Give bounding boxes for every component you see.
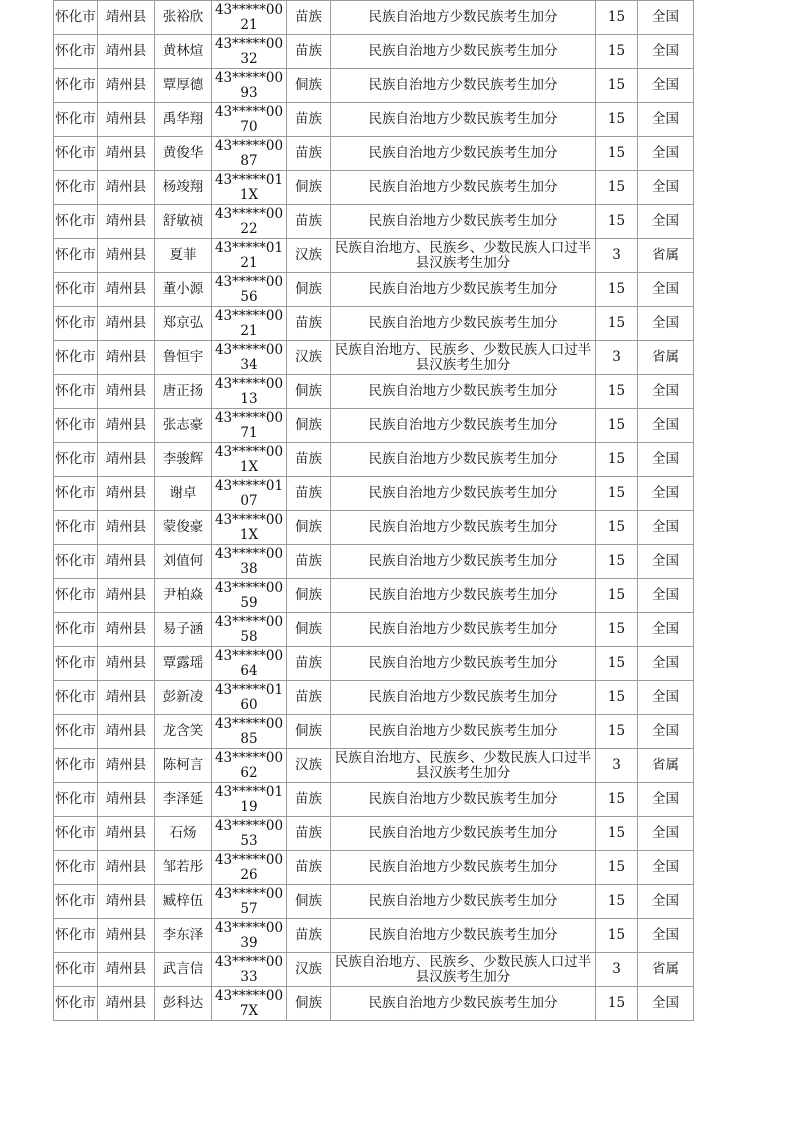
bonus-points-cell: 15 (596, 817, 638, 851)
id-number-cell: 43*****001X (212, 443, 287, 477)
scope-cell: 全国 (638, 273, 694, 307)
county-cell: 靖州县 (98, 409, 155, 443)
city-cell: 怀化市 (54, 749, 98, 783)
scope-cell: 全国 (638, 511, 694, 545)
id-number-cell: 43*****0021 (212, 1, 287, 35)
ethnicity-cell: 苗族 (287, 817, 331, 851)
name-cell: 易子涵 (155, 613, 212, 647)
table-row (54, 341, 694, 375)
bonus-points-cell: 15 (596, 715, 638, 749)
bonus-points-cell: 15 (596, 919, 638, 953)
bonus-reason-cell: 民族自治地方少数民族考生加分 (331, 273, 596, 307)
name-cell: 刘值何 (155, 545, 212, 579)
bonus-reason-cell: 民族自治地方少数民族考生加分 (331, 681, 596, 715)
ethnicity-cell: 侗族 (287, 409, 331, 443)
name-cell: 舒敏祯 (155, 205, 212, 239)
scope-cell: 省属 (638, 953, 694, 987)
name-cell: 覃露瑶 (155, 647, 212, 681)
ethnicity-cell: 汉族 (287, 953, 331, 987)
city-cell: 怀化市 (54, 987, 98, 1021)
table-row (54, 715, 694, 749)
bonus-reason-cell: 民族自治地方少数民族考生加分 (331, 545, 596, 579)
bonus-points-cell: 15 (596, 205, 638, 239)
table-row (54, 987, 694, 1021)
city-cell: 怀化市 (54, 443, 98, 477)
id-number-cell: 43*****0119 (212, 783, 287, 817)
bonus-reason-cell: 民族自治地方少数民族考生加分 (331, 851, 596, 885)
name-cell: 李骏辉 (155, 443, 212, 477)
bonus-points-table (53, 0, 694, 1021)
bonus-reason-cell: 民族自治地方、民族乡、少数民族人口过半县汉族考生加分 (331, 239, 596, 273)
county-cell: 靖州县 (98, 137, 155, 171)
county-cell: 靖州县 (98, 511, 155, 545)
ethnicity-cell: 苗族 (287, 681, 331, 715)
scope-cell: 全国 (638, 171, 694, 205)
table-row (54, 443, 694, 477)
name-cell: 李泽延 (155, 783, 212, 817)
ethnicity-cell: 苗族 (287, 647, 331, 681)
ethnicity-cell: 侗族 (287, 579, 331, 613)
scope-cell: 全国 (638, 477, 694, 511)
scope-cell: 全国 (638, 783, 694, 817)
county-cell: 靖州县 (98, 341, 155, 375)
bonus-reason-cell: 民族自治地方少数民族考生加分 (331, 1, 596, 35)
id-number-cell: 43*****0058 (212, 613, 287, 647)
bonus-points-cell: 15 (596, 851, 638, 885)
city-cell: 怀化市 (54, 307, 98, 341)
table-row (54, 817, 694, 851)
city-cell: 怀化市 (54, 171, 98, 205)
bonus-reason-cell: 民族自治地方少数民族考生加分 (331, 103, 596, 137)
bonus-reason-cell: 民族自治地方少数民族考生加分 (331, 35, 596, 69)
table-row (54, 919, 694, 953)
county-cell: 靖州县 (98, 239, 155, 273)
id-number-cell: 43*****0033 (212, 953, 287, 987)
bonus-points-cell: 15 (596, 409, 638, 443)
county-cell: 靖州县 (98, 919, 155, 953)
county-cell: 靖州县 (98, 205, 155, 239)
scope-cell: 全国 (638, 647, 694, 681)
city-cell: 怀化市 (54, 579, 98, 613)
county-cell: 靖州县 (98, 273, 155, 307)
id-number-cell: 43*****001X (212, 511, 287, 545)
ethnicity-cell: 苗族 (287, 851, 331, 885)
city-cell: 怀化市 (54, 341, 98, 375)
bonus-reason-cell: 民族自治地方少数民族考生加分 (331, 69, 596, 103)
name-cell: 董小源 (155, 273, 212, 307)
bonus-reason-cell: 民族自治地方少数民族考生加分 (331, 307, 596, 341)
bonus-reason-cell: 民族自治地方少数民族考生加分 (331, 715, 596, 749)
bonus-points-cell: 15 (596, 783, 638, 817)
county-cell: 靖州县 (98, 375, 155, 409)
id-number-cell: 43*****0085 (212, 715, 287, 749)
ethnicity-cell: 侗族 (287, 987, 331, 1021)
bonus-points-cell: 15 (596, 443, 638, 477)
table-row (54, 783, 694, 817)
id-number-cell: 43*****0059 (212, 579, 287, 613)
name-cell: 彭科达 (155, 987, 212, 1021)
city-cell: 怀化市 (54, 35, 98, 69)
bonus-points-cell: 15 (596, 375, 638, 409)
id-number-cell: 43*****0087 (212, 137, 287, 171)
ethnicity-cell: 苗族 (287, 477, 331, 511)
name-cell: 石炀 (155, 817, 212, 851)
scope-cell: 全国 (638, 851, 694, 885)
ethnicity-cell: 苗族 (287, 103, 331, 137)
bonus-points-cell: 15 (596, 35, 638, 69)
id-number-cell: 43*****0070 (212, 103, 287, 137)
name-cell: 覃厚德 (155, 69, 212, 103)
bonus-points-cell: 15 (596, 885, 638, 919)
scope-cell: 省属 (638, 749, 694, 783)
ethnicity-cell: 汉族 (287, 239, 331, 273)
bonus-points-cell: 15 (596, 647, 638, 681)
city-cell: 怀化市 (54, 817, 98, 851)
name-cell: 张裕欣 (155, 1, 212, 35)
city-cell: 怀化市 (54, 239, 98, 273)
id-number-cell: 43*****0057 (212, 885, 287, 919)
id-number-cell: 43*****0121 (212, 239, 287, 273)
name-cell: 杨竣翔 (155, 171, 212, 205)
county-cell: 靖州县 (98, 953, 155, 987)
table-row (54, 1, 694, 35)
name-cell: 禹华翔 (155, 103, 212, 137)
scope-cell: 全国 (638, 987, 694, 1021)
city-cell: 怀化市 (54, 1, 98, 35)
table-row (54, 613, 694, 647)
name-cell: 张志豪 (155, 409, 212, 443)
scope-cell: 全国 (638, 409, 694, 443)
ethnicity-cell: 苗族 (287, 1, 331, 35)
county-cell: 靖州县 (98, 783, 155, 817)
id-number-cell: 43*****0062 (212, 749, 287, 783)
scope-cell: 全国 (638, 137, 694, 171)
ethnicity-cell: 苗族 (287, 35, 331, 69)
bonus-points-cell: 3 (596, 239, 638, 273)
scope-cell: 全国 (638, 1, 694, 35)
scope-cell: 全国 (638, 613, 694, 647)
bonus-reason-cell: 民族自治地方少数民族考生加分 (331, 885, 596, 919)
name-cell: 谢卓 (155, 477, 212, 511)
table-row (54, 749, 694, 783)
table-row (54, 579, 694, 613)
name-cell: 彭新凌 (155, 681, 212, 715)
scope-cell: 全国 (638, 545, 694, 579)
ethnicity-cell: 汉族 (287, 341, 331, 375)
table-row (54, 511, 694, 545)
bonus-points-cell: 3 (596, 749, 638, 783)
ethnicity-cell: 苗族 (287, 205, 331, 239)
table-row (54, 409, 694, 443)
scope-cell: 全国 (638, 375, 694, 409)
id-number-cell: 43*****0038 (212, 545, 287, 579)
bonus-points-cell: 15 (596, 545, 638, 579)
scope-cell: 全国 (638, 817, 694, 851)
id-number-cell: 43*****0032 (212, 35, 287, 69)
table-row (54, 851, 694, 885)
id-number-cell: 43*****0039 (212, 919, 287, 953)
bonus-reason-cell: 民族自治地方少数民族考生加分 (331, 171, 596, 205)
bonus-points-cell: 3 (596, 341, 638, 375)
bonus-reason-cell: 民族自治地方少数民族考生加分 (331, 613, 596, 647)
ethnicity-cell: 苗族 (287, 443, 331, 477)
name-cell: 龙含笑 (155, 715, 212, 749)
bonus-reason-cell: 民族自治地方少数民族考生加分 (331, 817, 596, 851)
bonus-reason-cell: 民族自治地方少数民族考生加分 (331, 137, 596, 171)
city-cell: 怀化市 (54, 681, 98, 715)
id-number-cell: 43*****0160 (212, 681, 287, 715)
name-cell: 黄林煊 (155, 35, 212, 69)
id-number-cell: 43*****0021 (212, 307, 287, 341)
city-cell: 怀化市 (54, 783, 98, 817)
table-row (54, 205, 694, 239)
county-cell: 靖州县 (98, 715, 155, 749)
county-cell: 靖州县 (98, 103, 155, 137)
county-cell: 靖州县 (98, 545, 155, 579)
name-cell: 夏菲 (155, 239, 212, 273)
city-cell: 怀化市 (54, 851, 98, 885)
county-cell: 靖州县 (98, 1, 155, 35)
table-row (54, 35, 694, 69)
ethnicity-cell: 侗族 (287, 375, 331, 409)
name-cell: 臧梓伍 (155, 885, 212, 919)
table-row (54, 69, 694, 103)
id-number-cell: 43*****0064 (212, 647, 287, 681)
scope-cell: 全国 (638, 919, 694, 953)
bonus-points-cell: 15 (596, 69, 638, 103)
ethnicity-cell: 侗族 (287, 885, 331, 919)
city-cell: 怀化市 (54, 375, 98, 409)
bonus-points-cell: 15 (596, 307, 638, 341)
city-cell: 怀化市 (54, 647, 98, 681)
city-cell: 怀化市 (54, 205, 98, 239)
table-row (54, 273, 694, 307)
bonus-reason-cell: 民族自治地方少数民族考生加分 (331, 783, 596, 817)
bonus-points-cell: 3 (596, 953, 638, 987)
id-number-cell: 43*****0013 (212, 375, 287, 409)
scope-cell: 全国 (638, 103, 694, 137)
ethnicity-cell: 苗族 (287, 137, 331, 171)
county-cell: 靖州县 (98, 35, 155, 69)
county-cell: 靖州县 (98, 817, 155, 851)
county-cell: 靖州县 (98, 681, 155, 715)
bonus-reason-cell: 民族自治地方少数民族考生加分 (331, 919, 596, 953)
bonus-reason-cell: 民族自治地方少数民族考生加分 (331, 443, 596, 477)
county-cell: 靖州县 (98, 69, 155, 103)
scope-cell: 全国 (638, 579, 694, 613)
bonus-reason-cell: 民族自治地方、民族乡、少数民族人口过半县汉族考生加分 (331, 341, 596, 375)
table-row (54, 137, 694, 171)
bonus-points-cell: 15 (596, 1, 638, 35)
ethnicity-cell: 侗族 (287, 613, 331, 647)
bonus-reason-cell: 民族自治地方少数民族考生加分 (331, 477, 596, 511)
ethnicity-cell: 侗族 (287, 69, 331, 103)
ethnicity-cell: 侗族 (287, 715, 331, 749)
bonus-reason-cell: 民族自治地方、民族乡、少数民族人口过半县汉族考生加分 (331, 749, 596, 783)
ethnicity-cell: 苗族 (287, 545, 331, 579)
city-cell: 怀化市 (54, 919, 98, 953)
county-cell: 靖州县 (98, 477, 155, 511)
county-cell: 靖州县 (98, 987, 155, 1021)
county-cell: 靖州县 (98, 885, 155, 919)
bonus-points-cell: 15 (596, 477, 638, 511)
city-cell: 怀化市 (54, 715, 98, 749)
scope-cell: 全国 (638, 443, 694, 477)
ethnicity-cell: 侗族 (287, 171, 331, 205)
table-row (54, 953, 694, 987)
bonus-points-cell: 15 (596, 511, 638, 545)
bonus-points-cell: 15 (596, 681, 638, 715)
scope-cell: 全国 (638, 307, 694, 341)
city-cell: 怀化市 (54, 613, 98, 647)
scope-cell: 全国 (638, 35, 694, 69)
id-number-cell: 43*****0026 (212, 851, 287, 885)
scope-cell: 全国 (638, 205, 694, 239)
county-cell: 靖州县 (98, 749, 155, 783)
bonus-reason-cell: 民族自治地方少数民族考生加分 (331, 205, 596, 239)
name-cell: 郑京弘 (155, 307, 212, 341)
scope-cell: 省属 (638, 239, 694, 273)
city-cell: 怀化市 (54, 545, 98, 579)
ethnicity-cell: 汉族 (287, 749, 331, 783)
bonus-points-cell: 15 (596, 987, 638, 1021)
table-row (54, 375, 694, 409)
city-cell: 怀化市 (54, 477, 98, 511)
bonus-points-cell: 15 (596, 613, 638, 647)
id-number-cell: 43*****0071 (212, 409, 287, 443)
name-cell: 邹若彤 (155, 851, 212, 885)
table-row (54, 681, 694, 715)
name-cell: 尹柏焱 (155, 579, 212, 613)
bonus-reason-cell: 民族自治地方少数民族考生加分 (331, 409, 596, 443)
bonus-points-cell: 15 (596, 137, 638, 171)
bonus-reason-cell: 民族自治地方少数民族考生加分 (331, 647, 596, 681)
table-row (54, 239, 694, 273)
county-cell: 靖州县 (98, 307, 155, 341)
table-row (54, 103, 694, 137)
ethnicity-cell: 苗族 (287, 919, 331, 953)
name-cell: 蒙俊豪 (155, 511, 212, 545)
name-cell: 陈柯言 (155, 749, 212, 783)
county-cell: 靖州县 (98, 851, 155, 885)
county-cell: 靖州县 (98, 647, 155, 681)
bonus-points-cell: 15 (596, 579, 638, 613)
id-number-cell: 43*****0053 (212, 817, 287, 851)
table-row (54, 647, 694, 681)
ethnicity-cell: 侗族 (287, 511, 331, 545)
table-row (54, 885, 694, 919)
city-cell: 怀化市 (54, 409, 98, 443)
city-cell: 怀化市 (54, 137, 98, 171)
id-number-cell: 43*****0093 (212, 69, 287, 103)
county-cell: 靖州县 (98, 579, 155, 613)
city-cell: 怀化市 (54, 69, 98, 103)
ethnicity-cell: 苗族 (287, 307, 331, 341)
id-number-cell: 43*****0022 (212, 205, 287, 239)
bonus-reason-cell: 民族自治地方、民族乡、少数民族人口过半县汉族考生加分 (331, 953, 596, 987)
bonus-reason-cell: 民族自治地方少数民族考生加分 (331, 511, 596, 545)
bonus-points-cell: 15 (596, 171, 638, 205)
scope-cell: 全国 (638, 715, 694, 749)
name-cell: 鲁恒宇 (155, 341, 212, 375)
city-cell: 怀化市 (54, 103, 98, 137)
scope-cell: 全国 (638, 69, 694, 103)
city-cell: 怀化市 (54, 511, 98, 545)
name-cell: 李东泽 (155, 919, 212, 953)
city-cell: 怀化市 (54, 953, 98, 987)
bonus-reason-cell: 民族自治地方少数民族考生加分 (331, 579, 596, 613)
table-row (54, 307, 694, 341)
city-cell: 怀化市 (54, 885, 98, 919)
name-cell: 唐正扬 (155, 375, 212, 409)
id-number-cell: 43*****007X (212, 987, 287, 1021)
bonus-reason-cell: 民族自治地方少数民族考生加分 (331, 987, 596, 1021)
scope-cell: 省属 (638, 341, 694, 375)
ethnicity-cell: 苗族 (287, 783, 331, 817)
county-cell: 靖州县 (98, 613, 155, 647)
name-cell: 武言信 (155, 953, 212, 987)
ethnicity-cell: 侗族 (287, 273, 331, 307)
table-row (54, 171, 694, 205)
id-number-cell: 43*****011X (212, 171, 287, 205)
table-row (54, 545, 694, 579)
id-number-cell: 43*****0034 (212, 341, 287, 375)
county-cell: 靖州县 (98, 171, 155, 205)
bonus-points-cell: 15 (596, 273, 638, 307)
bonus-points-cell: 15 (596, 103, 638, 137)
id-number-cell: 43*****0056 (212, 273, 287, 307)
scope-cell: 全国 (638, 681, 694, 715)
scope-cell: 全国 (638, 885, 694, 919)
bonus-reason-cell: 民族自治地方少数民族考生加分 (331, 375, 596, 409)
table-body (54, 1, 694, 1021)
id-number-cell: 43*****0107 (212, 477, 287, 511)
name-cell: 黄俊华 (155, 137, 212, 171)
county-cell: 靖州县 (98, 443, 155, 477)
city-cell: 怀化市 (54, 273, 98, 307)
table-row (54, 477, 694, 511)
